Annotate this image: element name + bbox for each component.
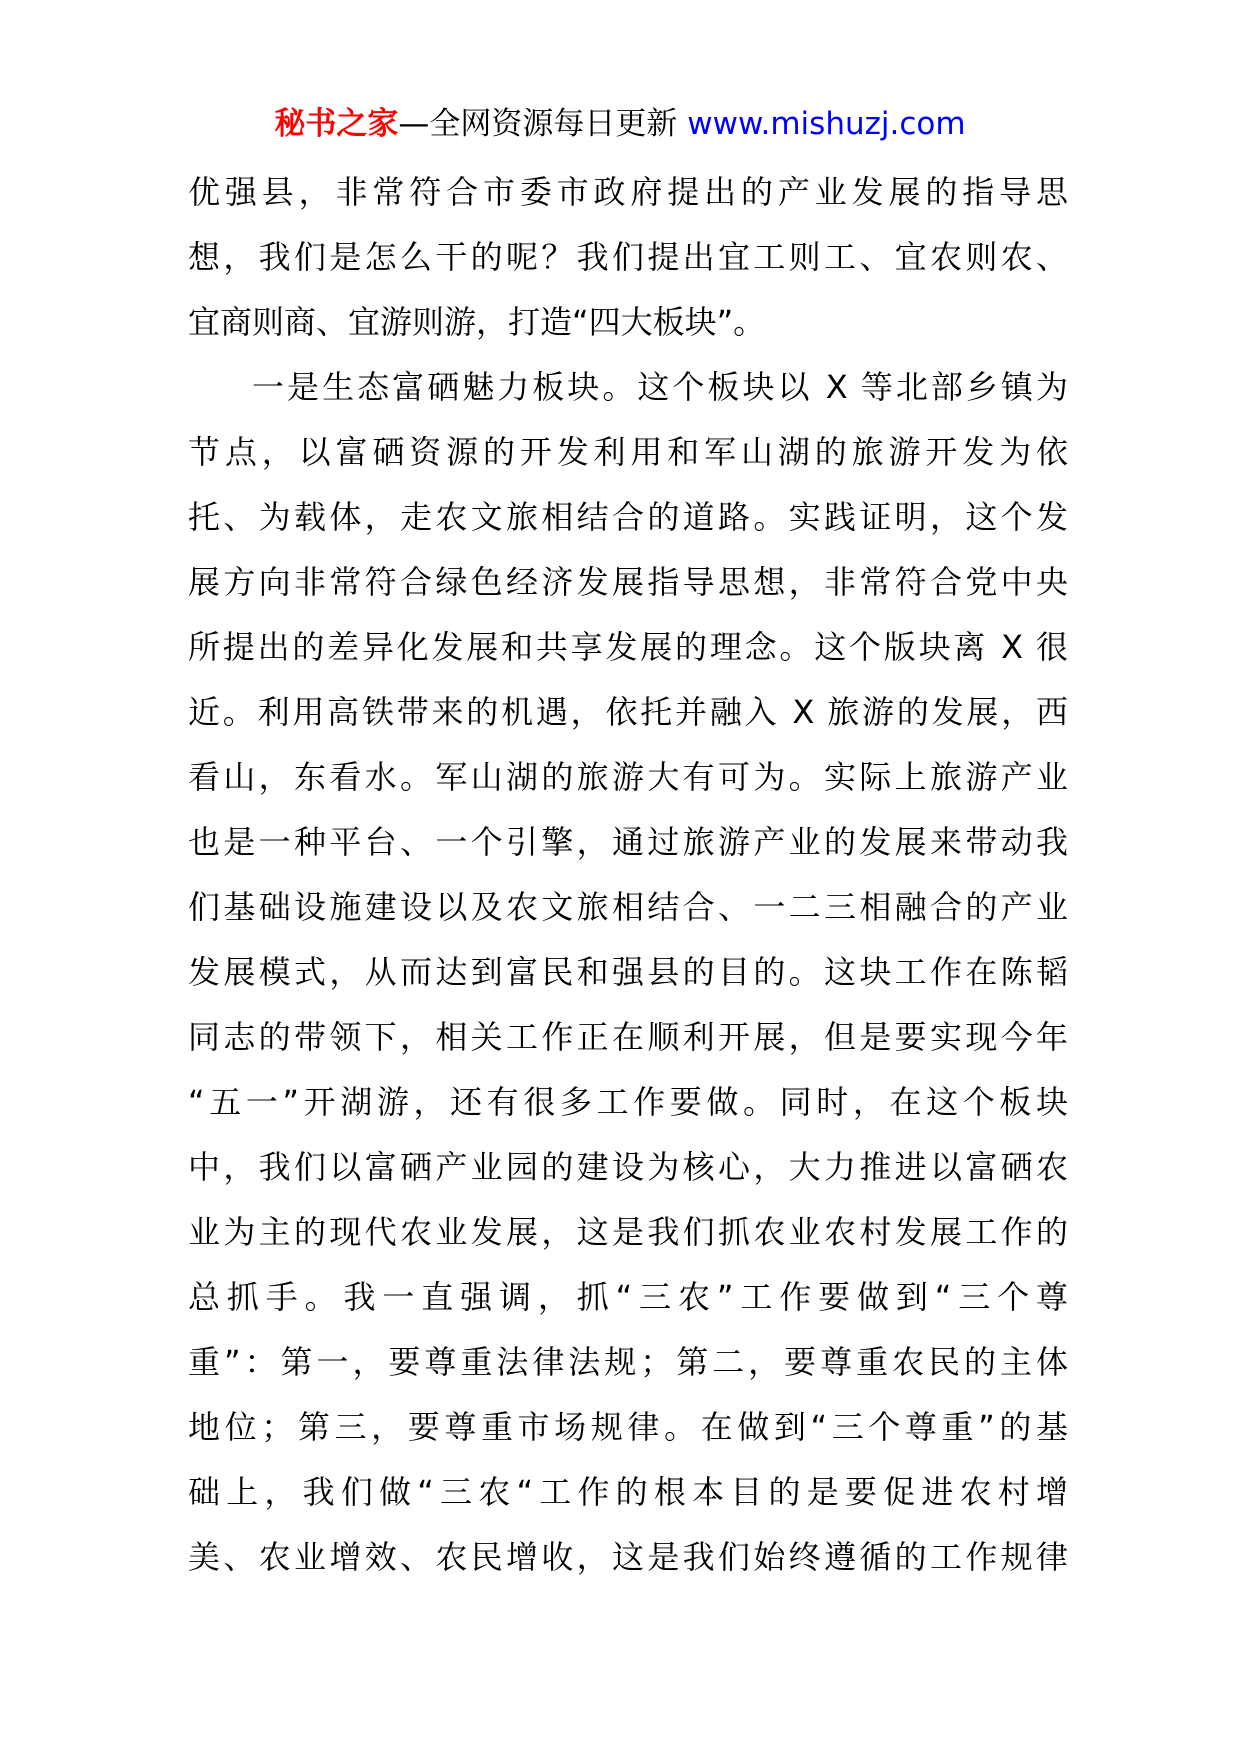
text-line: 优强县，非常符合市委市政府提出的产业发展的指导思 — [188, 173, 1068, 211]
text-line: 一是生态富硒魅力板块。这个板块以 X 等北部乡镇为 — [252, 368, 1068, 406]
text-line: 美、农业增效、农民增收，这是我们始终遵循的工作规律 — [188, 1538, 1068, 1576]
text-line: 同志的带领下，相关工作正在顺利开展，但是要实现今年 — [188, 1018, 1068, 1056]
document-body — [188, 160, 1068, 1590]
text-line: 展方向非常符合绿色经济发展指导思想，非常符合党中央 — [188, 563, 1068, 601]
text-line: 也是一种平台、一个引擎，通过旅游产业的发展来带动我 — [188, 823, 1068, 861]
text-line: 业为主的现代农业发展，这是我们抓农业农村发展工作的 — [188, 1213, 1068, 1251]
text-line: 所提出的差异化发展和共享发展的理念。这个版块离 X 很 — [188, 628, 1068, 666]
site-url-link[interactable]: www.mishuzj.com — [687, 106, 966, 142]
text-line: 地位；第三，要尊重市场规律。在做到“三个尊重”的基 — [188, 1408, 1068, 1446]
text-line: 总抓手。我一直强调，抓“三农”工作要做到“三个尊 — [188, 1278, 1068, 1316]
site-tagline: —全网资源每日更新 — [398, 106, 688, 142]
text-line: 中，我们以富硒产业园的建设为核心，大力推进以富硒农 — [188, 1148, 1068, 1186]
text-line: 础上，我们做“三农“工作的根本目的是要促进农村增 — [188, 1473, 1068, 1511]
text-line: 近。利用高铁带来的机遇，依托并融入 X 旅游的发展，西 — [188, 693, 1068, 731]
text-line: 发展模式，从而达到富民和强县的目的。这块工作在陈韬 — [188, 953, 1068, 991]
text-line: 宜商则商、宜游则游，打造“四大板块”。 — [188, 303, 766, 341]
text-line: 托、为载体，走农文旅相结合的道路。实践证明，这个发 — [188, 498, 1068, 536]
text-line: 重”：第一，要尊重法律法规；第二，要尊重农民的主体 — [188, 1343, 1068, 1381]
text-line: 看山，东看水。军山湖的旅游大有可为。实际上旅游产业 — [188, 758, 1068, 796]
text-line: 们基础设施建设以及农文旅相结合、一二三相融合的产业 — [188, 888, 1068, 926]
text-line: 节点，以富硒资源的开发利用和军山湖的旅游开发为依 — [188, 433, 1068, 471]
site-brand: 秘书之家 — [274, 106, 399, 142]
text-line: 想，我们是怎么干的呢？我们提出宜工则工、宜农则农、 — [188, 238, 1068, 276]
text-line: “五一”开湖游，还有很多工作要做。同时，在这个板块 — [188, 1083, 1068, 1121]
page-header — [0, 100, 1240, 148]
